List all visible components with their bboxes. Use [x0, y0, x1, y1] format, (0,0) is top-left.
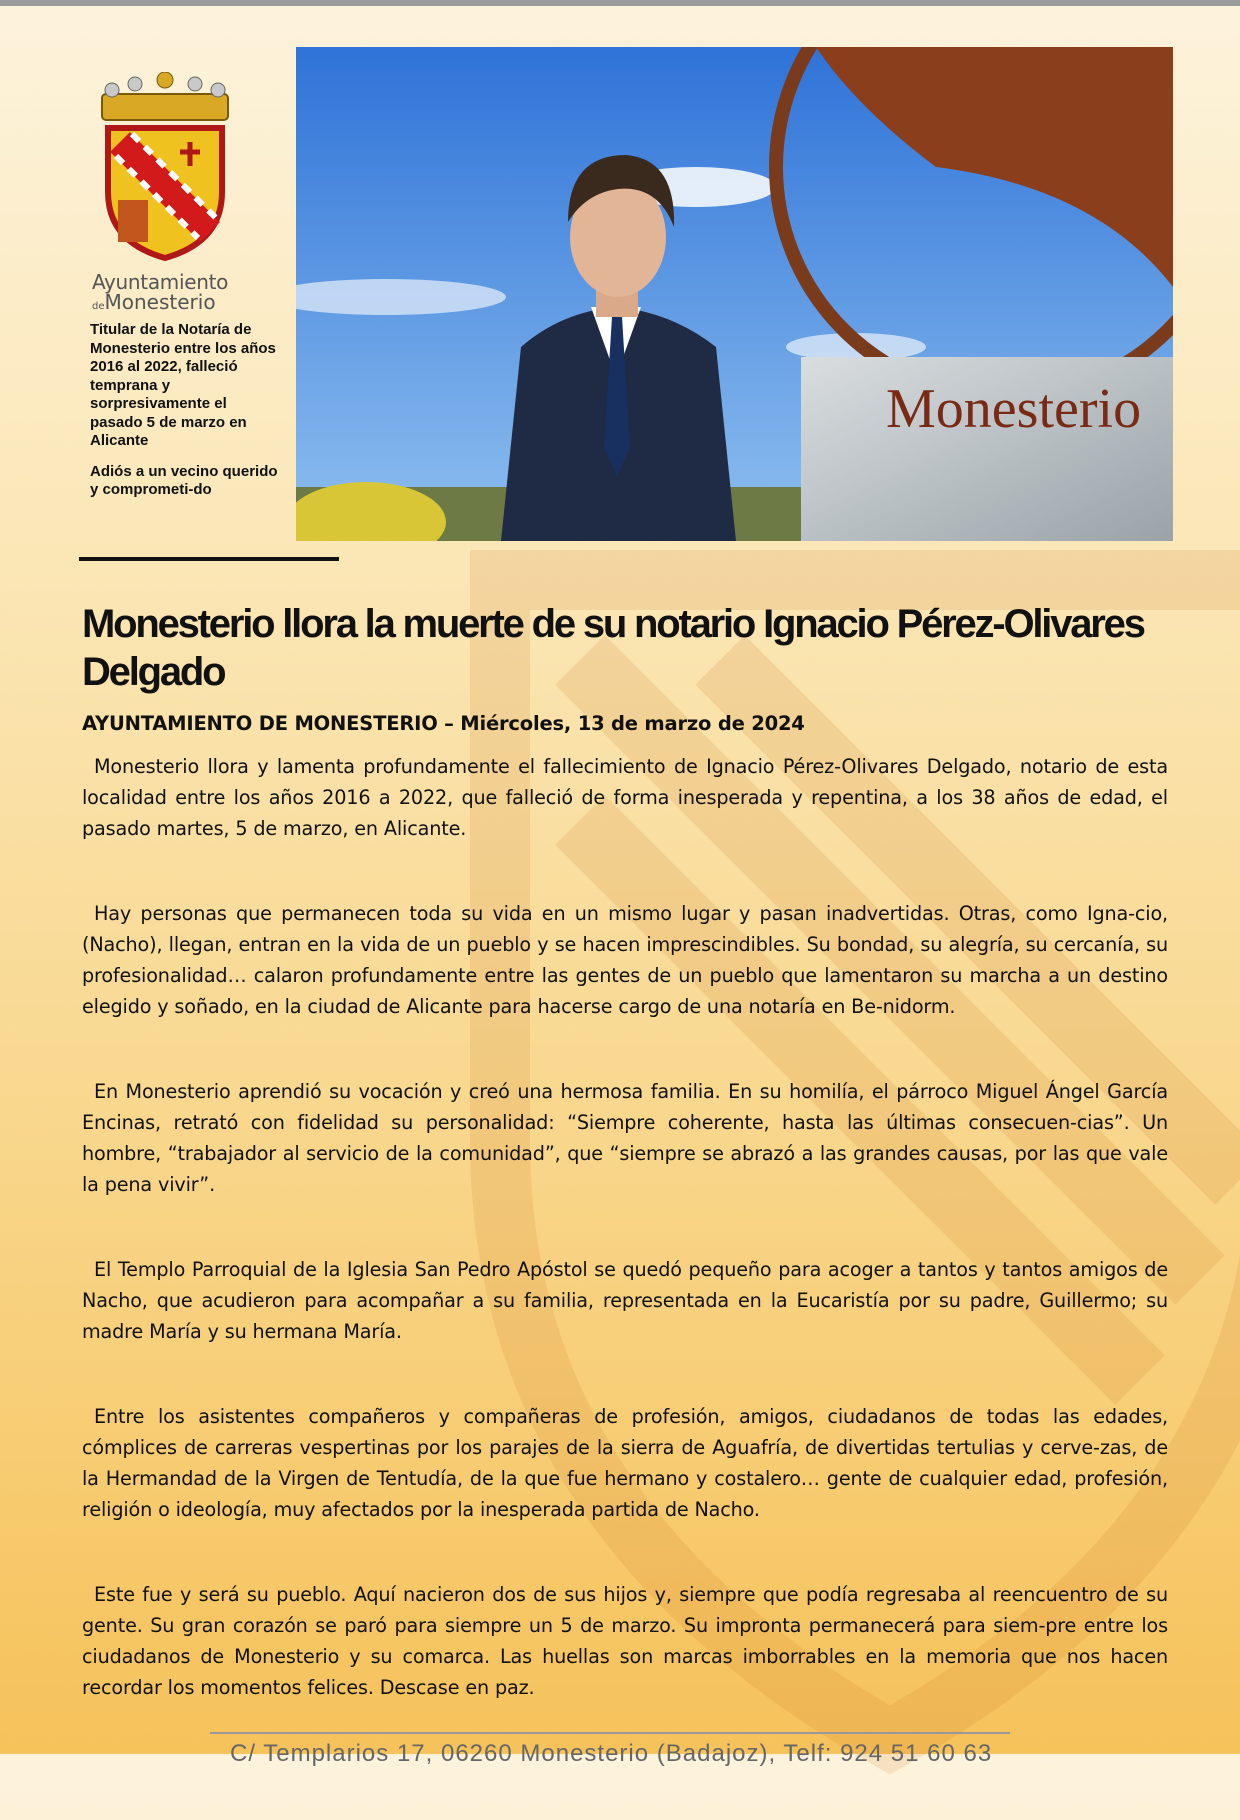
section-rule [79, 557, 339, 561]
side-caption [90, 321, 280, 512]
article-body [82, 751, 1168, 1757]
sign-text: Monesterio [886, 378, 1142, 440]
article-paragraph: En Monesterio aprendió su vocación y creó una hermosa familia. En su homilía, el párroco Miguel Ángel García Encinas, retrató con fidelidad su personalidad: “Siempre coherente, hasta las últimas consecuen-cias”. Un hombre, “trabajador al servicio de la comunidad”, que “siempre se abrazó a las grandes causas, por las que vale la pena vivir”. [82, 1080, 1168, 1196]
farewell-text: Adiós a un vecino querido y comprometi-do [90, 462, 278, 498]
article-title: Monesterio llora la muerte de su notario Ignacio Pérez-Olivares Delgado [82, 602, 1144, 694]
logo-line-ayuntamiento: Ayuntamiento [92, 270, 229, 294]
article-paragraph: El Templo Parroquial de la Iglesia San Pedro Apóstol se quedó pequeño para acoger a tantos y tantos amigos de Nacho, que acudieron para acompañar a su familia, representada en la Eucaristía por su padre, Guillermo; su madre María y su hermana María. [82, 1258, 1168, 1343]
article-byline: AYUNTAMIENTO DE MONESTERIO – Miércoles, 13 de marzo de 2024 [82, 712, 805, 735]
article-paragraph: Entre los asistentes compañeros y compañeras de profesión, amigos, ciudadanos de todas las edades, cómplices de carreras vespertinas por los parajes de la sierra de Aguafría, de divertidas tertulias y cerve-zas, de la Hermandad de la Virgen de Tentudía, de la que fue hermano y costalero… gente de cualquier edad, profesión, religión o ideología, muy afectados por la inesperada partida de Nacho. [82, 1405, 1168, 1521]
caption-text: Titular de la Notaría de Monesterio entre los años 2016 al 2022, falleció temprana y sorpresivamente el pasado 5 de marzo en Alicante [90, 321, 276, 449]
article-paragraph: Monesterio llora y lamenta profundamente el fallecimiento de Ignacio Pérez-Olivares Delgado, notario de esta localidad entre los años 2016 a 2022, que falleció de forma inesperada y repentina, a los 38 años de edad, el pasado martes, 5 de marzo, en Alicante. [82, 755, 1168, 840]
portrait-photo [296, 47, 1173, 541]
top-border [0, 0, 1240, 6]
coat-of-arms-logo [90, 72, 240, 262]
article-paragraph: Este fue y será su pueblo. Aquí nacieron dos de sus hijos y, siempre que podía regresaba al reencuentro de su gente. Su gran corazón se paró para siempre un 5 de marzo. Su impronta permanecerá para siem-pre entre los ciudadanos de Monesterio y su comarca. Las huellas son marcas imborrables en la memoria que nos hacen recordar los momentos felices. Descase en paz. [82, 1583, 1168, 1699]
footer-rule [210, 1732, 1010, 1734]
footer-address: C/ Templarios 17, 06260 Monesterio (Badajoz), Telf: 924 51 60 63 [230, 1740, 993, 1767]
article-paragraph: Hay personas que permanecen toda su vida en un mismo lugar y pasan inadvertidas. Otras, como Igna-cio, (Nacho), llegan, entran en la vida de un pueblo y se hacen imprescindibles. Su bondad, su alegría, su cercanía, su profesionalidad… calaron profundamente entre las gentes de un pueblo que lamentaron su marcha a un destino elegido y soñado, en la ciudad de Alicante para hacerse cargo de una notaría en Be-nidorm. [82, 902, 1168, 1018]
logo-town-name: Monesterio [104, 290, 216, 314]
logo-prefix: de [92, 301, 105, 312]
logo-text [92, 270, 252, 314]
